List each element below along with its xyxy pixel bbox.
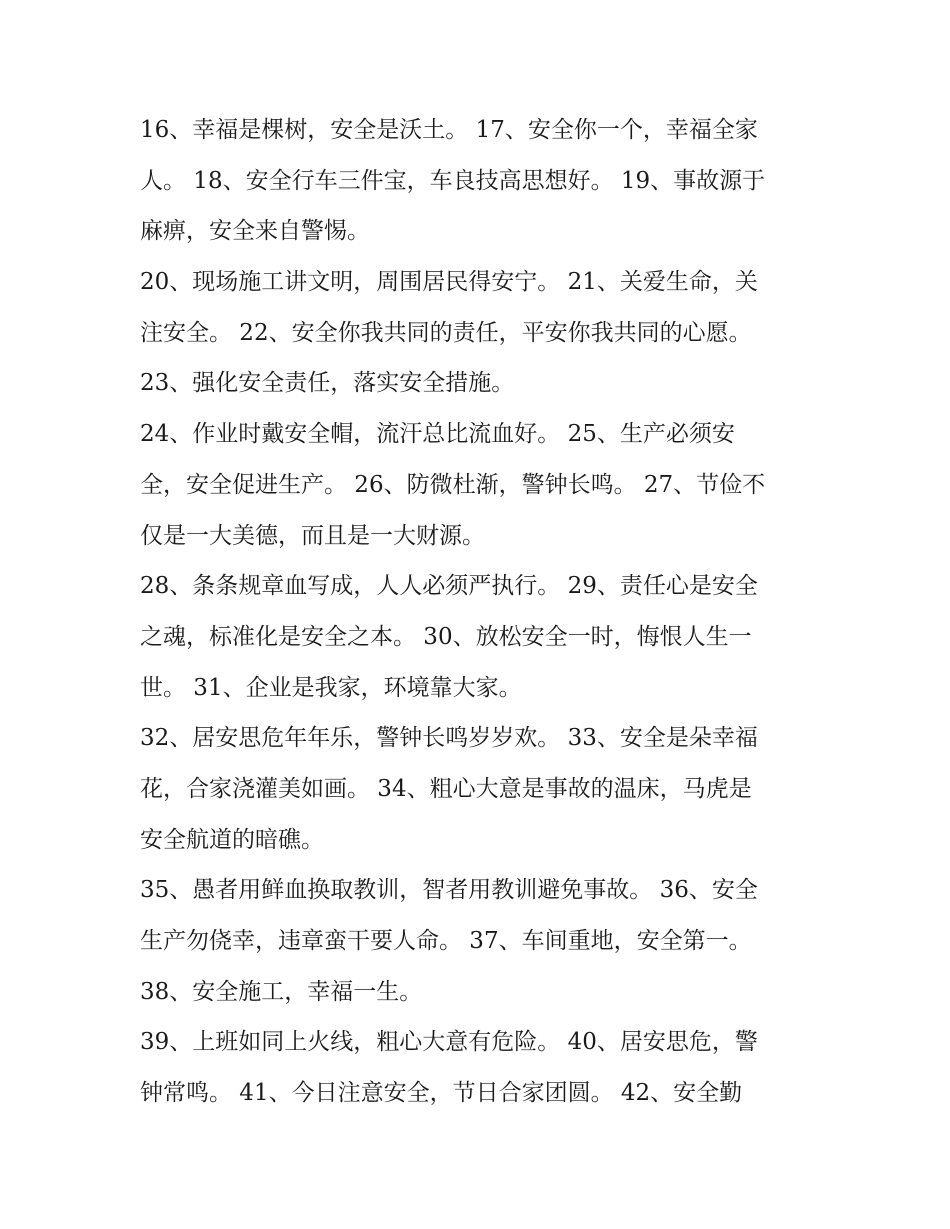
- text-line: 钟常鸣。 41、今日注意安全，节日合家团圆。 42、安全勤: [140, 1080, 743, 1107]
- text-line: 35、愚者用鲜血换取教训，智者用教训避免事故。 36、安全: [140, 877, 758, 904]
- text-line: 仅是一大美德，而且是一大财源。: [140, 522, 485, 549]
- text-line: 花，合家浇灌美如画。 34、粗心大意是事故的温床，马虎是: [140, 775, 752, 802]
- text-line: 人。 18、安全行车三件宝，车良技高思想好。 19、事故源于: [140, 167, 766, 194]
- text-line: 生产勿侥幸，违章蛮干要人命。 37、车间重地，安全第一。: [140, 928, 752, 954]
- text-line: 之魂，标准化是安全之本。 30、放松安全一时，悔恨人生一: [140, 623, 752, 650]
- text-line: 麻痹，安全来自警惕。: [140, 218, 370, 245]
- text-line: 16、幸福是棵树，安全是沃土。 17、安全你一个，幸福全家: [140, 117, 758, 143]
- text-line: 24、作业时戴安全帽，流汗总比流血好。 25、生产必须安: [140, 421, 735, 448]
- text-line: 32、居安思危年年乐，警钟长鸣岁岁欢。 33、安全是朵幸福: [140, 725, 758, 752]
- text-line: 安全航道的暗礁。: [140, 826, 324, 853]
- text-line: 38、安全施工，幸福一生。: [140, 978, 423, 1005]
- text-line: 注安全。 22、安全你我共同的责任，平安你我共同的心愿。: [140, 319, 752, 346]
- text-line: 世。 31、企业是我家，环境靠大家。: [140, 674, 522, 701]
- text-line: 全，安全促进生产。 26、防微杜渐，警钟长鸣。 27、节俭不: [140, 471, 766, 498]
- text-line: 23、强化安全责任，落实安全措施。: [140, 370, 515, 397]
- text-line: 39、上班如同上火线，粗心大意有危险。 40、居安思危，警: [140, 1029, 758, 1056]
- text-line: 28、条条规章血写成，人人必须严执行。 29、责任心是安全: [140, 573, 758, 600]
- text-line: 20、现场施工讲文明，周围居民得安宁。 21、关爱生命，关: [140, 269, 758, 296]
- document-body: [140, 105, 810, 1119]
